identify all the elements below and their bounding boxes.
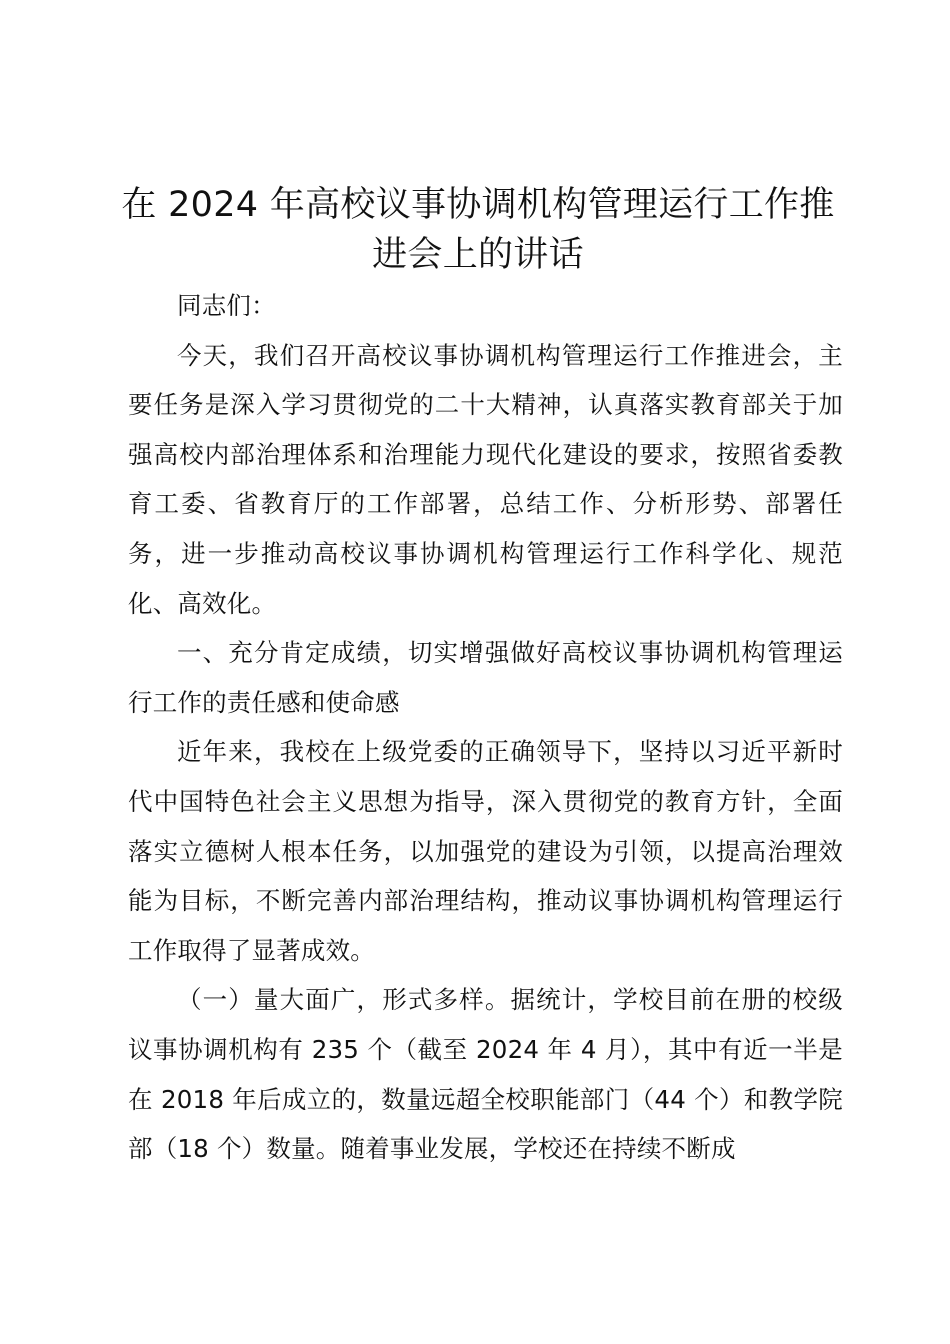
paragraph-achievements: 近年来，我校在上级党委的正确领导下，坚持以习近平新时代中国特色社会主义思想为指导，深入贯彻党的教育方针，全面落实立德树人根本任务，以加强党的建设为引领，以提高治理效能为目标，不断完善内部治理结构，推动议事协调机构管理运行工作取得了显著成效。 [128, 737, 843, 965]
section-heading-1: 一、充分肯定成绩，切实增强做好高校议事协调机构管理运行工作的责任感和使命感 [128, 638, 843, 717]
paragraph-subsection-1: （一）量大面广，形式多样。据统计，学校目前在册的校级议事协调机构有 235 个（截至 2024 年 4 月），其中有近一半是在 2018 年后成立的，数量远超全校职能部门（44 个）和教学院部（18 个）数量。随着事业发展，学校还在持续不断成 [128, 985, 843, 1164]
paragraph-intro: 今天，我们召开高校议事协调机构管理运行工作推进会，主要任务是深入学习贯彻党的二十大精神，认真落实教育部关于加强高校内部治理体系和治理能力现代化建设的要求，按照省委教育工委、省教育厅的工作部署，总结工作、分析形势、部署任务，进一步推动高校议事协调机构管理运行工作科学化、规范化、高效化。 [128, 340, 843, 618]
document-title: 在 2024 年高校议事协调机构管理运行工作推进会上的讲话 [121, 185, 835, 275]
salutation: 同志们： [177, 291, 276, 320]
document-body [128, 281, 843, 1174]
